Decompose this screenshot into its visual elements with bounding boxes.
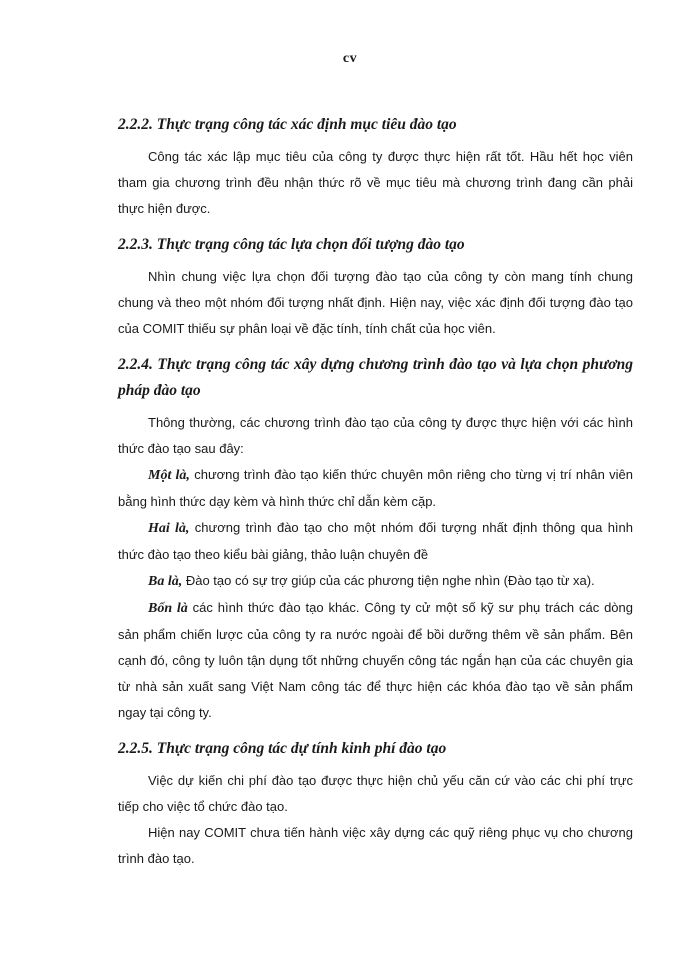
paragraph-item-3	[118, 568, 633, 595]
paragraph: Hiện nay COMIT chưa tiến hành việc xây dựng các quỹ riêng phục vụ cho chương trình đào tạo.	[118, 825, 633, 866]
item-lead: Một là,	[148, 468, 190, 483]
paragraph: Thông thường, các chương trình đào tạo của công ty được thực hiện với các hình thức đào tạo sau đây:	[118, 415, 633, 456]
section-heading-2-2-5: 2.2.5. Thực trạng công tác dự tính kinh phí đào tạo	[118, 740, 447, 757]
section-heading-2-2-4: 2.2.4. Thực trạng công tác xây dựng chương trình đào tạo và lựa chọn phương pháp đào tạo	[118, 356, 633, 399]
item-text: các hình thức đào tạo khác. Công ty cử một số kỹ sư phụ trách các dòng sản phẩm chiến lược của công ty ra nước ngoài để bồi dưỡng thêm về sản phẩm. Bên cạnh đó, công ty luôn tận dụng tốt những chuyến công tác ngắn hạn của các chuyên gia từ nhà sản xuất sang Việt Nam công tác để thực hiện các khóa đào tạo về sản phẩm ngay tại công ty.	[118, 600, 633, 720]
paragraph: Nhìn chung việc lựa chọn đối tượng đào tạo của công ty còn mang tính chung chung và theo một nhóm đối tượng nhất định. Hiện nay, việc xác định đối tượng đào tạo của COMIT thiếu sự phân loại về đặc tính, tính chất của học viên.	[118, 269, 633, 336]
paragraph-item-2	[118, 515, 633, 568]
page-header: cv	[342, 51, 358, 66]
document-body	[118, 112, 633, 872]
paragraph: Việc dự kiến chi phí đào tạo được thực hiện chủ yếu căn cứ vào các chi phí trực tiếp cho việc tổ chức đào tạo.	[118, 773, 633, 814]
item-text: chương trình đào tạo cho một nhóm đối tượng nhất định thông qua hình thức đào tạo theo kiểu bài giảng, thảo luận chuyên đề	[118, 520, 633, 562]
paragraph: Công tác xác lập mục tiêu của công ty được thực hiện rất tốt. Hầu hết học viên tham gia chương trình đều nhận thức rõ về mục tiêu mà chương trình đang cần phải thực hiện được.	[118, 149, 633, 216]
section-heading-2-2-3: 2.2.3. Thực trạng công tác lựa chọn đối tượng đào tạo	[118, 236, 465, 253]
section-heading-2-2-2: 2.2.2. Thực trạng công tác xác định mục tiêu đào tạo	[118, 116, 457, 133]
item-lead: Hai là,	[148, 521, 190, 536]
item-lead: Ba là,	[148, 574, 183, 589]
item-lead: Bốn là	[148, 601, 188, 616]
item-text: chương trình đào tạo kiến thức chuyên môn riêng cho từng vị trí nhân viên bằng hình thức dạy kèm và hình thức chỉ dẫn kèm cặp.	[118, 467, 633, 509]
paragraph-item-4	[118, 595, 633, 726]
paragraph-item-1	[118, 462, 633, 515]
item-text: Đào tạo có sự trợ giúp của các phương tiện nghe nhìn (Đào tạo từ xa).	[182, 573, 595, 588]
